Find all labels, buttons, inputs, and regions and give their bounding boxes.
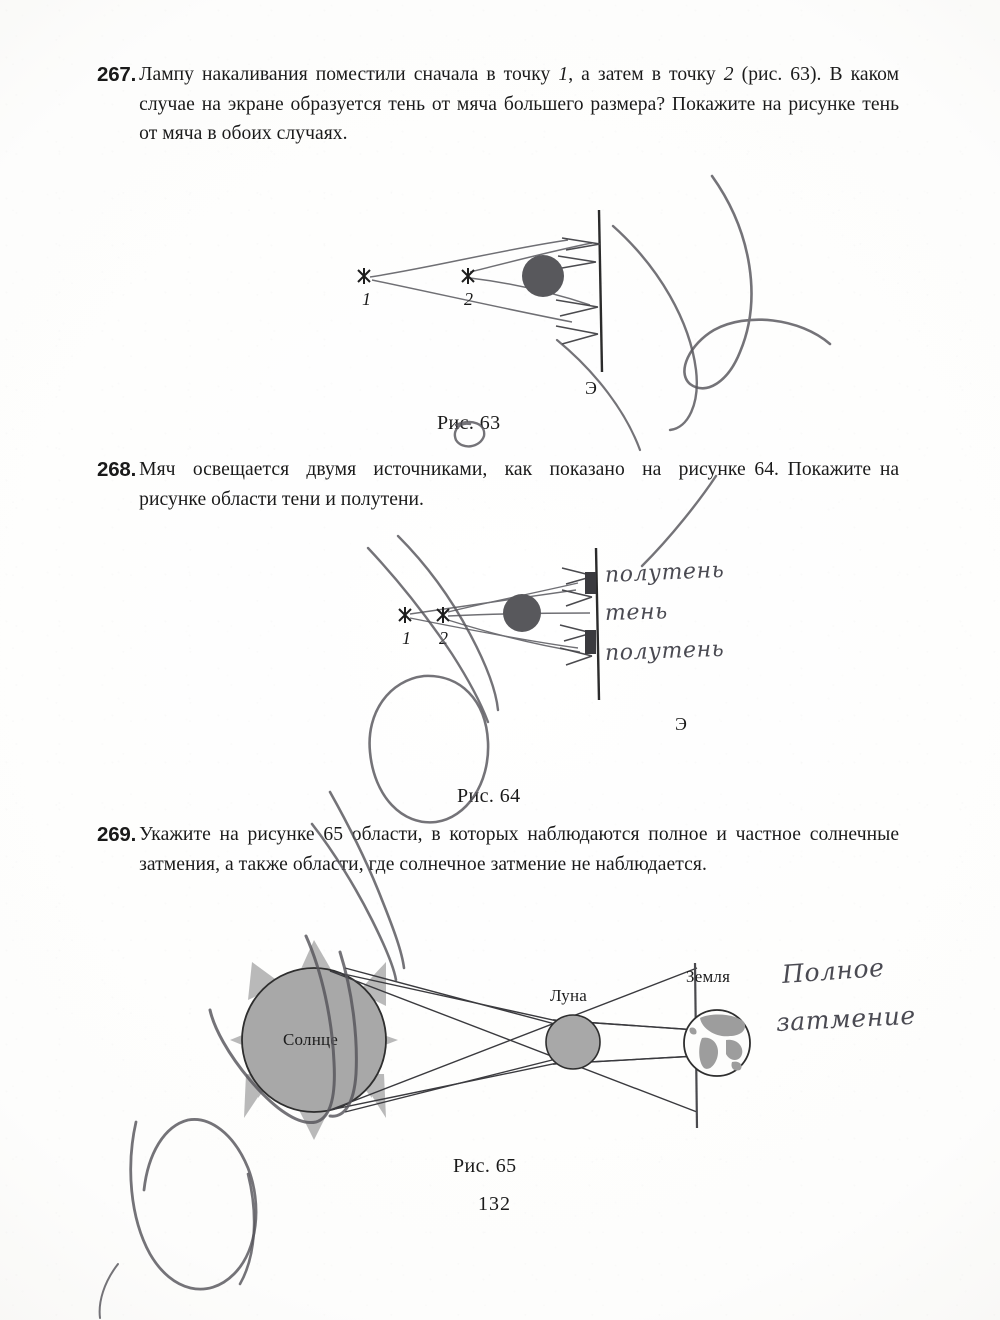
figure-63-caption: Рис. 63 [437, 412, 501, 434]
problem-268-text: Мяч освещается двумя источниками, как показано на рисунке 64. Покажите на рисунке области тени и полутени. [139, 459, 900, 510]
figure-64-annotation-umbra: тень [604, 599, 669, 626]
figure-63-screen-label: Э [585, 378, 597, 398]
pencil-stroke-7 [330, 792, 404, 968]
problem-269-text: Укажите на рисунке 65 области, в которых наблюдаются полное и частное солнечные затмения, а также области, где солнечное затмение не наблюдается. [139, 824, 900, 875]
figure-65-moon-label: Луна [550, 986, 588, 1005]
figure-65-earth-label: Земля [686, 967, 731, 986]
figure-63-source-1-label: 1 [362, 289, 371, 309]
pencil-stroke-circle-small [455, 422, 484, 446]
pencil-stroke-1 [684, 176, 830, 388]
figure-63-source-2-label: 2 [464, 289, 473, 309]
pencil-stroke-4 [642, 476, 716, 566]
problem-269-number: 269. [97, 823, 137, 846]
figure-65-caption: Рис. 65 [453, 1155, 517, 1177]
figure-64-screen-label: Э [675, 714, 687, 734]
figure-65-annotation-line-2: затмение [775, 1000, 917, 1037]
figure-65-sun-label: Солнце [283, 1030, 339, 1049]
pencil-stroke-12 [100, 1264, 118, 1318]
figure-64-source-1-label: 1 [402, 628, 411, 648]
figure-64-annotation-penumbra-top: полутень [604, 557, 725, 588]
figure-64-caption: Рис. 64 [457, 785, 521, 807]
pencil-stroke-2 [613, 226, 697, 430]
problem-267-number: 267. [97, 63, 137, 86]
pencil-stroke-oval-1 [370, 676, 489, 822]
pencil-stroke-oval-2 [131, 1119, 256, 1289]
figure-64-source-2-label: 2 [439, 628, 448, 648]
pencil-stroke-11 [240, 1174, 254, 1284]
pencil-stroke-5 [398, 536, 498, 710]
figure-65-annotation-line-1: Полное [780, 952, 886, 989]
figure-64-annotation-penumbra-bottom: полутень [604, 636, 725, 666]
page-number: 132 [478, 1193, 511, 1215]
pencil-stroke-9 [210, 936, 334, 1123]
problem-268-number: 268. [97, 458, 137, 481]
problem-267-text: Лампу накаливания поместили сначала в точку 1, а затем в точку 2 (рис. 63). В каком случае на экране образуется тень от мяча большего размера? Покажите на рисунке тень от мяча в обоих случаях. [139, 64, 900, 144]
pencil-stroke-3 [557, 340, 640, 450]
